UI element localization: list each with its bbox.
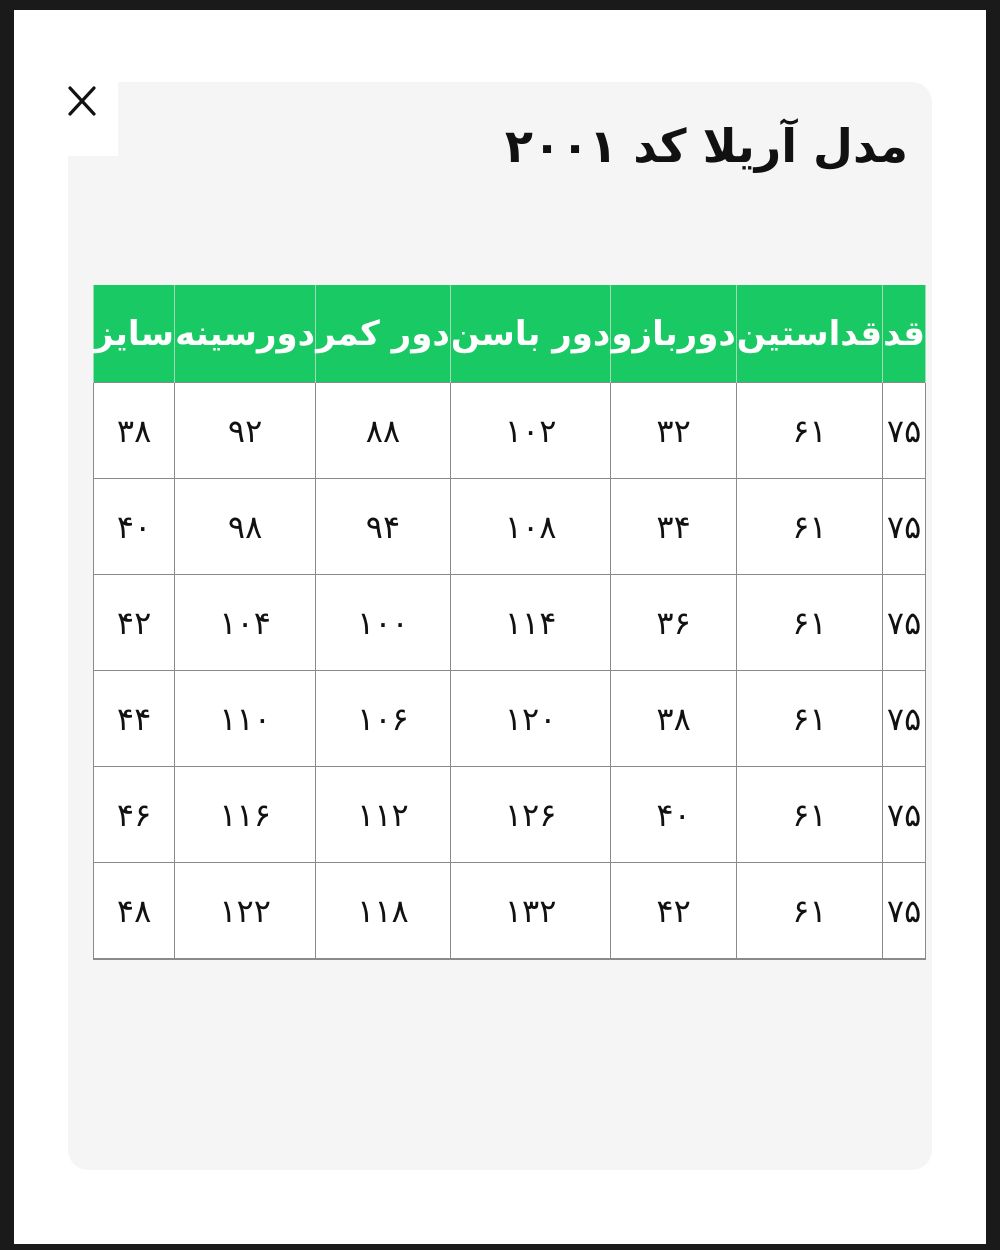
cell-chest-circumference: ۱۰۴	[175, 575, 316, 671]
cell-sleeve-length: ۶۱	[736, 575, 882, 671]
cell-arm-circumference: ۳۴	[611, 479, 736, 575]
cell-height: ۷۵	[883, 479, 926, 575]
cell-chest-circumference: ۱۱۰	[175, 671, 316, 767]
cell-size: ۴۶	[94, 767, 175, 863]
table-row	[94, 863, 926, 960]
header-height: قد	[883, 285, 926, 383]
cell-waist-circumference: ۱۰۰	[316, 575, 451, 671]
cell-hip-circumference: ۱۰۲	[450, 383, 611, 479]
header-waist-circumference: دور کمر	[316, 285, 451, 383]
table-row	[94, 479, 926, 575]
table-row	[94, 767, 926, 863]
cell-arm-circumference: ۴۰	[611, 767, 736, 863]
cell-arm-circumference: ۴۲	[611, 863, 736, 960]
cell-chest-circumference: ۹۲	[175, 383, 316, 479]
cell-hip-circumference: ۱۲۰	[450, 671, 611, 767]
cell-hip-circumference: ۱۱۴	[450, 575, 611, 671]
cell-size: ۴۰	[94, 479, 175, 575]
cell-chest-circumference: ۹۸	[175, 479, 316, 575]
header-arm-circumference: دوربازو	[611, 285, 736, 383]
cell-arm-circumference: ۳۲	[611, 383, 736, 479]
cell-size: ۴۲	[94, 575, 175, 671]
cell-sleeve-length: ۶۱	[736, 383, 882, 479]
table-row	[94, 671, 926, 767]
cell-height: ۷۵	[883, 383, 926, 479]
frame-right-edge	[986, 0, 1000, 1250]
cell-waist-circumference: ۹۴	[316, 479, 451, 575]
dialog-title: مدل آریلا کد ۲۰۰۱	[504, 119, 908, 173]
cell-size: ۴۸	[94, 863, 175, 960]
cell-size: ۴۴	[94, 671, 175, 767]
header-hip-circumference: دور باسن	[450, 285, 611, 383]
cell-waist-circumference: ۸۸	[316, 383, 451, 479]
cell-chest-circumference: ۱۲۲	[175, 863, 316, 960]
table-row	[94, 383, 926, 479]
cell-sleeve-length: ۶۱	[736, 767, 882, 863]
cell-sleeve-length: ۶۱	[736, 671, 882, 767]
close-icon[interactable]	[66, 82, 98, 118]
cell-height: ۷۵	[883, 575, 926, 671]
cell-chest-circumference: ۱۱۶	[175, 767, 316, 863]
frame-top-edge	[0, 0, 1000, 10]
cell-arm-circumference: ۳۶	[611, 575, 736, 671]
cell-hip-circumference: ۱۰۸	[450, 479, 611, 575]
header-sleeve-length: قداستین	[736, 285, 882, 383]
table-row	[94, 575, 926, 671]
cell-sleeve-length: ۶۱	[736, 863, 882, 960]
cell-height: ۷۵	[883, 767, 926, 863]
cell-sleeve-length: ۶۱	[736, 479, 882, 575]
cell-height: ۷۵	[883, 863, 926, 960]
frame-left-edge	[0, 0, 14, 1250]
header-chest-circumference: دورسینه	[175, 285, 316, 383]
table-header-row	[94, 285, 926, 383]
size-table	[93, 285, 926, 960]
close-button[interactable]	[52, 80, 118, 156]
cell-hip-circumference: ۱۲۶	[450, 767, 611, 863]
cell-size: ۳۸	[94, 383, 175, 479]
cell-waist-circumference: ۱۱۸	[316, 863, 451, 960]
frame-bottom-edge	[0, 1244, 1000, 1250]
cell-waist-circumference: ۱۰۶	[316, 671, 451, 767]
header-size: سایز	[94, 285, 175, 383]
cell-hip-circumference: ۱۳۲	[450, 863, 611, 960]
cell-waist-circumference: ۱۱۲	[316, 767, 451, 863]
cell-height: ۷۵	[883, 671, 926, 767]
cell-arm-circumference: ۳۸	[611, 671, 736, 767]
